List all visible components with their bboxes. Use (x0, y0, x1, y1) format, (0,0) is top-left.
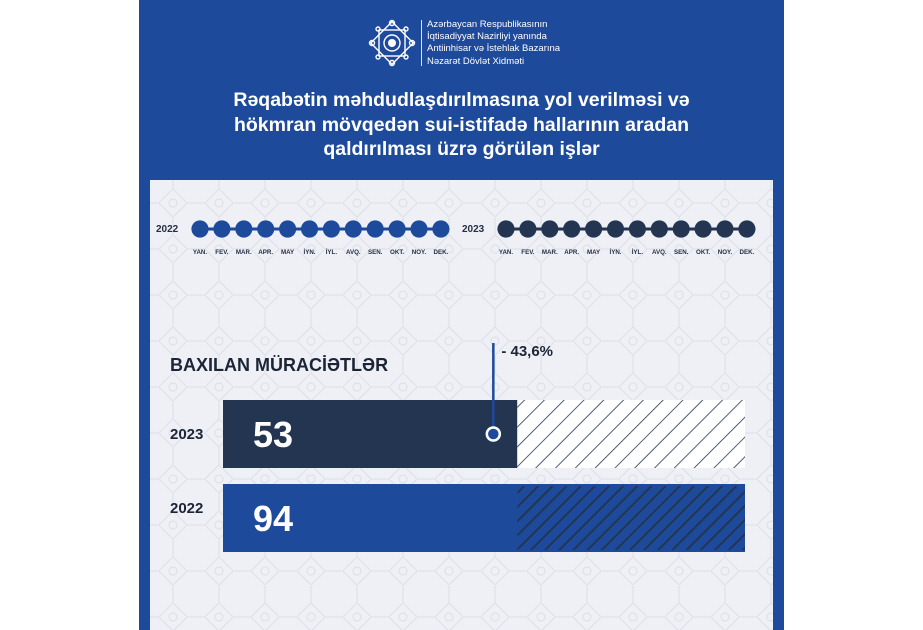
month-label: APR. (258, 249, 274, 256)
month-label: MAR. (235, 249, 252, 256)
timeline-year: 2022 (156, 224, 179, 235)
logo-divider (421, 20, 422, 66)
month-label: FEV. (215, 249, 229, 256)
title-line: qaldırılması üzrə görülən işlər (323, 138, 600, 160)
month-label: AVQ. (345, 249, 361, 256)
organization-name (427, 19, 560, 68)
org-line: İqtisadiyyat Nazirliyi yanında (427, 31, 547, 43)
month-label: SEN. (367, 249, 383, 256)
org-line: Antiinhisar və İstehlak Bazarına (427, 43, 561, 55)
agency-logo-icon (367, 18, 417, 68)
change-marker-dot (487, 428, 500, 441)
month-label: İYL. (631, 249, 644, 256)
month-label: YAN. (192, 249, 208, 256)
month-label: MAY (587, 249, 601, 256)
infographic-panel (139, 0, 784, 630)
y-axis-label: 2023 (170, 426, 204, 443)
org-line: Nəzarət Dövlət Xidməti (427, 55, 525, 67)
month-label: DEK. (739, 249, 755, 256)
chart-title: BAXILAN MÜRACİƏTLƏR (170, 355, 389, 375)
month-label: DEK. (433, 249, 449, 256)
bar-remainder (517, 400, 745, 468)
month-label: MAR. (541, 249, 558, 256)
bar-value-label: 53 (253, 414, 294, 455)
bar-difference-hatch (517, 486, 745, 550)
month-label: MAY (281, 249, 295, 256)
month-label: İYN. (609, 249, 622, 256)
month-label: APR. (564, 249, 580, 256)
month-label: İYN. (303, 249, 316, 256)
page-title (139, 88, 784, 162)
content-area (150, 180, 773, 630)
month-label: SEN. (673, 249, 689, 256)
timeline-year: 2023 (462, 224, 485, 235)
header (139, 0, 784, 180)
change-label: - 43,6% (501, 343, 554, 360)
bar-chart (150, 180, 773, 630)
month-label: NOY. (411, 249, 427, 256)
bar-value-label: 94 (253, 498, 294, 539)
org-line: Azərbaycan Respublikasının (427, 19, 548, 30)
month-label: İYL. (325, 249, 338, 256)
title-line: hökmran mövqedən sui-istifadə hallarının aradan (233, 113, 690, 136)
y-axis-label: 2022 (170, 500, 204, 517)
month-label: YAN. (498, 249, 514, 256)
month-label: OKT. (390, 249, 405, 256)
title-line: Rəqabətin məhdudlaşdırılmasına yol verilməsi və (233, 89, 690, 111)
month-label: OKT. (696, 249, 711, 256)
month-label: NOY. (717, 249, 733, 256)
month-label: AVQ. (651, 249, 667, 256)
month-label: FEV. (521, 249, 535, 256)
